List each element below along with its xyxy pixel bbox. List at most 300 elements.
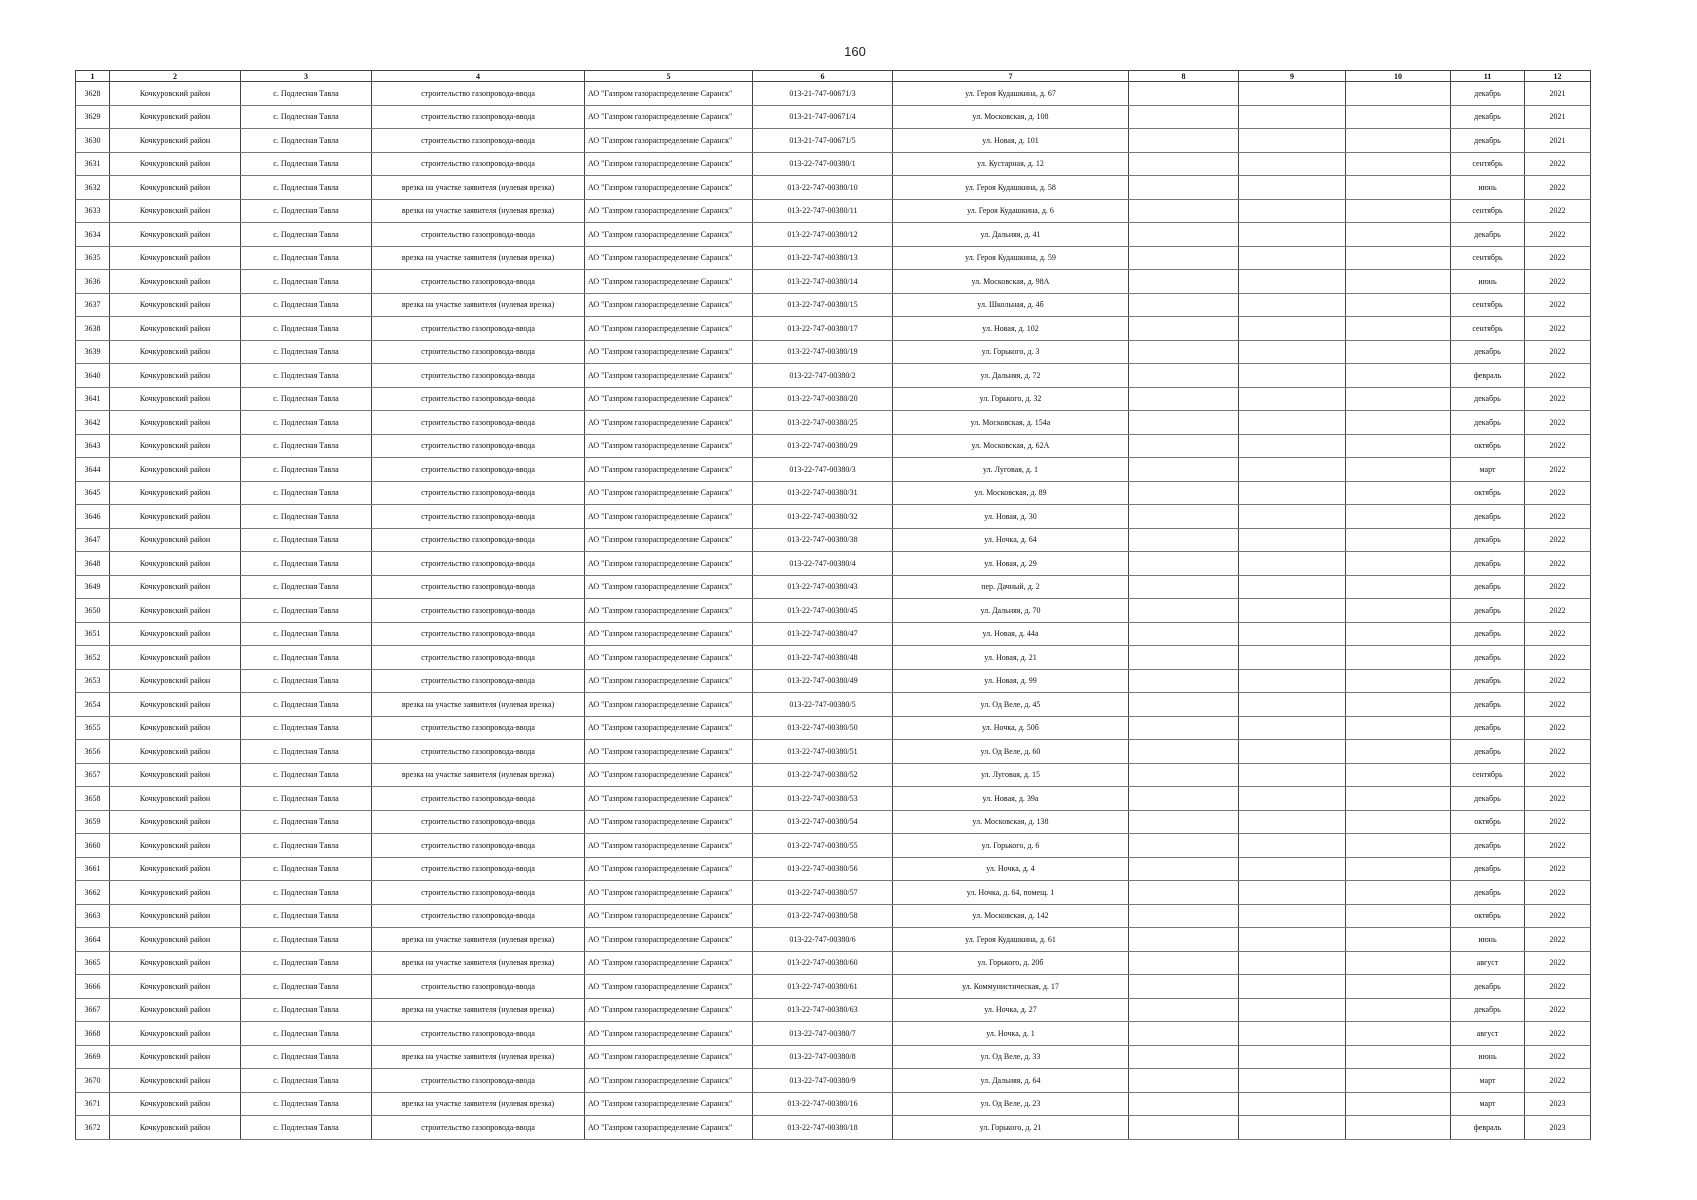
cell-organization: АО "Газпром газораспределение Саранск" bbox=[585, 1069, 753, 1093]
cell-month: март bbox=[1451, 1069, 1525, 1093]
column-header-5: 5 bbox=[585, 71, 753, 82]
cell-row-number: 3650 bbox=[76, 599, 110, 623]
cell-col-9 bbox=[1239, 881, 1346, 905]
cell-district: Кочкуровский район bbox=[110, 834, 241, 858]
cell-col-10 bbox=[1346, 552, 1451, 576]
cell-row-number: 3635 bbox=[76, 246, 110, 270]
cell-month: февраль bbox=[1451, 1116, 1525, 1140]
cell-col-8 bbox=[1129, 129, 1239, 153]
cell-organization: АО "Газпром газораспределение Саранск" bbox=[585, 834, 753, 858]
cell-district: Кочкуровский район bbox=[110, 975, 241, 999]
cell-col-10 bbox=[1346, 105, 1451, 129]
cell-row-number: 3656 bbox=[76, 740, 110, 764]
cell-contract-number: 013-22-747-00380/3 bbox=[753, 458, 893, 482]
cell-col-9 bbox=[1239, 270, 1346, 294]
cell-year: 2022 bbox=[1525, 1069, 1591, 1093]
cell-row-number: 3637 bbox=[76, 293, 110, 317]
cell-row-number: 3659 bbox=[76, 810, 110, 834]
cell-year: 2022 bbox=[1525, 669, 1591, 693]
cell-organization: АО "Газпром газораспределение Саранск" bbox=[585, 881, 753, 905]
table-row bbox=[76, 270, 1591, 294]
cell-month: декабрь bbox=[1451, 129, 1525, 153]
cell-contract-number: 013-22-747-00380/6 bbox=[753, 928, 893, 952]
cell-year: 2023 bbox=[1525, 1116, 1591, 1140]
cell-organization: АО "Газпром газораспределение Саранск" bbox=[585, 340, 753, 364]
cell-col-8 bbox=[1129, 152, 1239, 176]
cell-col-9 bbox=[1239, 528, 1346, 552]
cell-year: 2022 bbox=[1525, 552, 1591, 576]
cell-col-8 bbox=[1129, 857, 1239, 881]
cell-col-8 bbox=[1129, 434, 1239, 458]
cell-settlement: с. Подлесная Тавла bbox=[241, 693, 372, 717]
cell-work-type: строительство газопровода-ввода bbox=[372, 458, 585, 482]
cell-settlement: с. Подлесная Тавла bbox=[241, 293, 372, 317]
cell-col-8 bbox=[1129, 270, 1239, 294]
cell-settlement: с. Подлесная Тавла bbox=[241, 82, 372, 106]
cell-month: сентябрь bbox=[1451, 293, 1525, 317]
cell-work-type: строительство газопровода-ввода bbox=[372, 904, 585, 928]
table-row bbox=[76, 552, 1591, 576]
cell-year: 2022 bbox=[1525, 622, 1591, 646]
cell-col-9 bbox=[1239, 669, 1346, 693]
cell-col-10 bbox=[1346, 646, 1451, 670]
cell-col-8 bbox=[1129, 693, 1239, 717]
cell-col-10 bbox=[1346, 1022, 1451, 1046]
cell-row-number: 3662 bbox=[76, 881, 110, 905]
cell-col-9 bbox=[1239, 810, 1346, 834]
table-row bbox=[76, 505, 1591, 529]
cell-address: ул. Дальняя, д. 70 bbox=[893, 599, 1129, 623]
cell-row-number: 3638 bbox=[76, 317, 110, 341]
cell-contract-number: 013-22-747-00380/11 bbox=[753, 199, 893, 223]
cell-col-8 bbox=[1129, 740, 1239, 764]
cell-settlement: с. Подлесная Тавла bbox=[241, 152, 372, 176]
cell-col-9 bbox=[1239, 857, 1346, 881]
cell-row-number: 3640 bbox=[76, 364, 110, 388]
cell-contract-number: 013-22-747-00380/50 bbox=[753, 716, 893, 740]
cell-organization: АО "Газпром газораспределение Саранск" bbox=[585, 599, 753, 623]
cell-year: 2022 bbox=[1525, 246, 1591, 270]
cell-row-number: 3672 bbox=[76, 1116, 110, 1140]
cell-organization: АО "Газпром газораспределение Саранск" bbox=[585, 575, 753, 599]
cell-col-8 bbox=[1129, 881, 1239, 905]
cell-work-type: строительство газопровода-ввода bbox=[372, 857, 585, 881]
cell-col-8 bbox=[1129, 411, 1239, 435]
cell-work-type: строительство газопровода-ввода bbox=[372, 740, 585, 764]
cell-row-number: 3664 bbox=[76, 928, 110, 952]
table-row bbox=[76, 857, 1591, 881]
cell-row-number: 3655 bbox=[76, 716, 110, 740]
cell-settlement: с. Подлесная Тавла bbox=[241, 622, 372, 646]
cell-work-type: строительство газопровода-ввода bbox=[372, 105, 585, 129]
cell-address: ул. Од Веле, д. 33 bbox=[893, 1045, 1129, 1069]
cell-contract-number: 013-22-747-00380/54 bbox=[753, 810, 893, 834]
cell-month: август bbox=[1451, 951, 1525, 975]
cell-settlement: с. Подлесная Тавла bbox=[241, 857, 372, 881]
cell-settlement: с. Подлесная Тавла bbox=[241, 646, 372, 670]
cell-row-number: 3669 bbox=[76, 1045, 110, 1069]
column-number-row bbox=[76, 71, 1591, 82]
cell-address: ул. Новая, д. 39а bbox=[893, 787, 1129, 811]
cell-col-10 bbox=[1346, 693, 1451, 717]
cell-contract-number: 013-22-747-00380/16 bbox=[753, 1092, 893, 1116]
cell-col-8 bbox=[1129, 787, 1239, 811]
cell-year: 2022 bbox=[1525, 951, 1591, 975]
cell-col-10 bbox=[1346, 857, 1451, 881]
cell-year: 2023 bbox=[1525, 1092, 1591, 1116]
cell-settlement: с. Подлесная Тавла bbox=[241, 787, 372, 811]
table-row bbox=[76, 1069, 1591, 1093]
cell-address: ул. Новая, д. 29 bbox=[893, 552, 1129, 576]
cell-organization: АО "Газпром газораспределение Саранск" bbox=[585, 693, 753, 717]
cell-col-10 bbox=[1346, 575, 1451, 599]
cell-contract-number: 013-22-747-00380/1 bbox=[753, 152, 893, 176]
cell-address: ул. Горького, д. 21 bbox=[893, 1116, 1129, 1140]
cell-work-type: строительство газопровода-ввода bbox=[372, 1022, 585, 1046]
table-row bbox=[76, 646, 1591, 670]
table-row bbox=[76, 716, 1591, 740]
cell-year: 2022 bbox=[1525, 505, 1591, 529]
cell-year: 2021 bbox=[1525, 105, 1591, 129]
cell-col-9 bbox=[1239, 951, 1346, 975]
cell-settlement: с. Подлесная Тавла bbox=[241, 270, 372, 294]
table-row bbox=[76, 129, 1591, 153]
cell-col-10 bbox=[1346, 763, 1451, 787]
column-header-9: 9 bbox=[1239, 71, 1346, 82]
cell-work-type: врезка на участке заявителя (нулевая врезка) bbox=[372, 693, 585, 717]
cell-month: октябрь bbox=[1451, 481, 1525, 505]
cell-district: Кочкуровский район bbox=[110, 998, 241, 1022]
table-row bbox=[76, 105, 1591, 129]
table-row bbox=[76, 317, 1591, 341]
cell-district: Кочкуровский район bbox=[110, 740, 241, 764]
cell-address: ул. Кустарная, д. 12 bbox=[893, 152, 1129, 176]
cell-district: Кочкуровский район bbox=[110, 1092, 241, 1116]
cell-col-8 bbox=[1129, 599, 1239, 623]
cell-settlement: с. Подлесная Тавла bbox=[241, 434, 372, 458]
table-row bbox=[76, 834, 1591, 858]
cell-month: сентябрь bbox=[1451, 317, 1525, 341]
cell-col-10 bbox=[1346, 622, 1451, 646]
cell-contract-number: 013-22-747-00380/55 bbox=[753, 834, 893, 858]
cell-month: октябрь bbox=[1451, 434, 1525, 458]
cell-settlement: с. Подлесная Тавла bbox=[241, 1092, 372, 1116]
cell-work-type: врезка на участке заявителя (нулевая врезка) bbox=[372, 246, 585, 270]
cell-address: ул. Од Веле, д. 45 bbox=[893, 693, 1129, 717]
cell-month: декабрь bbox=[1451, 411, 1525, 435]
cell-col-10 bbox=[1346, 669, 1451, 693]
cell-work-type: строительство газопровода-ввода bbox=[372, 434, 585, 458]
cell-contract-number: 013-22-747-00380/18 bbox=[753, 1116, 893, 1140]
cell-organization: АО "Газпром газораспределение Саранск" bbox=[585, 528, 753, 552]
cell-work-type: врезка на участке заявителя (нулевая врезка) bbox=[372, 928, 585, 952]
column-header-8: 8 bbox=[1129, 71, 1239, 82]
cell-year: 2022 bbox=[1525, 458, 1591, 482]
cell-organization: АО "Газпром газораспределение Саранск" bbox=[585, 998, 753, 1022]
cell-district: Кочкуровский район bbox=[110, 951, 241, 975]
cell-col-8 bbox=[1129, 364, 1239, 388]
cell-district: Кочкуровский район bbox=[110, 270, 241, 294]
cell-district: Кочкуровский район bbox=[110, 481, 241, 505]
cell-contract-number: 013-22-747-00380/53 bbox=[753, 787, 893, 811]
cell-contract-number: 013-22-747-00380/32 bbox=[753, 505, 893, 529]
cell-organization: АО "Газпром газораспределение Саранск" bbox=[585, 246, 753, 270]
table-row bbox=[76, 82, 1591, 106]
cell-work-type: строительство газопровода-ввода bbox=[372, 881, 585, 905]
table-header bbox=[76, 71, 1591, 82]
cell-contract-number: 013-21-747-00671/3 bbox=[753, 82, 893, 106]
cell-month: июнь bbox=[1451, 270, 1525, 294]
cell-col-9 bbox=[1239, 293, 1346, 317]
cell-month: декабрь bbox=[1451, 105, 1525, 129]
cell-work-type: строительство газопровода-ввода bbox=[372, 787, 585, 811]
cell-work-type: строительство газопровода-ввода bbox=[372, 317, 585, 341]
cell-settlement: с. Подлесная Тавла bbox=[241, 528, 372, 552]
cell-settlement: с. Подлесная Тавла bbox=[241, 881, 372, 905]
cell-settlement: с. Подлесная Тавла bbox=[241, 105, 372, 129]
cell-organization: АО "Газпром газораспределение Саранск" bbox=[585, 317, 753, 341]
cell-contract-number: 013-22-747-00380/56 bbox=[753, 857, 893, 881]
table-row bbox=[76, 622, 1591, 646]
cell-col-8 bbox=[1129, 763, 1239, 787]
table-row bbox=[76, 575, 1591, 599]
register-table bbox=[75, 70, 1591, 1140]
cell-month: сентябрь bbox=[1451, 763, 1525, 787]
table-row bbox=[76, 1045, 1591, 1069]
table-row bbox=[76, 458, 1591, 482]
cell-col-10 bbox=[1346, 387, 1451, 411]
cell-month: декабрь bbox=[1451, 622, 1525, 646]
cell-col-10 bbox=[1346, 881, 1451, 905]
cell-col-10 bbox=[1346, 599, 1451, 623]
cell-col-9 bbox=[1239, 552, 1346, 576]
cell-district: Кочкуровский район bbox=[110, 1116, 241, 1140]
cell-district: Кочкуровский район bbox=[110, 505, 241, 529]
cell-col-9 bbox=[1239, 176, 1346, 200]
cell-col-9 bbox=[1239, 599, 1346, 623]
cell-address: ул. Од Веле, д. 23 bbox=[893, 1092, 1129, 1116]
cell-month: декабрь bbox=[1451, 575, 1525, 599]
cell-organization: АО "Газпром газораспределение Саранск" bbox=[585, 1092, 753, 1116]
cell-address: ул. Ночка, д. 64 bbox=[893, 528, 1129, 552]
cell-address: пер. Дачный, д. 2 bbox=[893, 575, 1129, 599]
cell-work-type: врезка на участке заявителя (нулевая врезка) bbox=[372, 293, 585, 317]
cell-work-type: строительство газопровода-ввода bbox=[372, 82, 585, 106]
cell-col-9 bbox=[1239, 152, 1346, 176]
cell-organization: АО "Газпром газораспределение Саранск" bbox=[585, 364, 753, 388]
cell-col-8 bbox=[1129, 176, 1239, 200]
cell-work-type: строительство газопровода-ввода bbox=[372, 716, 585, 740]
cell-col-9 bbox=[1239, 340, 1346, 364]
cell-organization: АО "Газпром газораспределение Саранск" bbox=[585, 622, 753, 646]
cell-year: 2022 bbox=[1525, 881, 1591, 905]
cell-organization: АО "Газпром газораспределение Саранск" bbox=[585, 458, 753, 482]
cell-month: декабрь bbox=[1451, 693, 1525, 717]
table-row bbox=[76, 998, 1591, 1022]
cell-work-type: врезка на участке заявителя (нулевая врезка) bbox=[372, 1045, 585, 1069]
cell-work-type: строительство газопровода-ввода bbox=[372, 575, 585, 599]
cell-work-type: врезка на участке заявителя (нулевая врезка) bbox=[372, 763, 585, 787]
cell-col-8 bbox=[1129, 834, 1239, 858]
table-row bbox=[76, 434, 1591, 458]
cell-month: декабрь bbox=[1451, 599, 1525, 623]
cell-month: декабрь bbox=[1451, 552, 1525, 576]
table-row bbox=[76, 881, 1591, 905]
cell-organization: АО "Газпром газораспределение Саранск" bbox=[585, 270, 753, 294]
cell-settlement: с. Подлесная Тавла bbox=[241, 740, 372, 764]
cell-col-9 bbox=[1239, 1092, 1346, 1116]
cell-month: декабрь bbox=[1451, 716, 1525, 740]
cell-col-9 bbox=[1239, 998, 1346, 1022]
cell-col-9 bbox=[1239, 693, 1346, 717]
cell-address: ул. Героя Кудашкина, д. 58 bbox=[893, 176, 1129, 200]
cell-year: 2022 bbox=[1525, 364, 1591, 388]
cell-work-type: строительство газопровода-ввода bbox=[372, 411, 585, 435]
cell-contract-number: 013-22-747-00380/48 bbox=[753, 646, 893, 670]
cell-col-8 bbox=[1129, 528, 1239, 552]
column-header-11: 11 bbox=[1451, 71, 1525, 82]
cell-work-type: врезка на участке заявителя (нулевая врезка) bbox=[372, 176, 585, 200]
cell-col-8 bbox=[1129, 223, 1239, 247]
cell-row-number: 3644 bbox=[76, 458, 110, 482]
cell-address: ул. Од Веле, д. 60 bbox=[893, 740, 1129, 764]
cell-month: июнь bbox=[1451, 1045, 1525, 1069]
table-row bbox=[76, 1116, 1591, 1140]
cell-address: ул. Горького, д. 32 bbox=[893, 387, 1129, 411]
cell-year: 2021 bbox=[1525, 129, 1591, 153]
cell-row-number: 3647 bbox=[76, 528, 110, 552]
cell-settlement: с. Подлесная Тавла bbox=[241, 763, 372, 787]
cell-year: 2022 bbox=[1525, 528, 1591, 552]
table-row bbox=[76, 223, 1591, 247]
cell-settlement: с. Подлесная Тавла bbox=[241, 810, 372, 834]
cell-col-8 bbox=[1129, 998, 1239, 1022]
cell-settlement: с. Подлесная Тавла bbox=[241, 834, 372, 858]
table-row bbox=[76, 387, 1591, 411]
cell-district: Кочкуровский район bbox=[110, 364, 241, 388]
cell-settlement: с. Подлесная Тавла bbox=[241, 129, 372, 153]
cell-year: 2022 bbox=[1525, 740, 1591, 764]
cell-settlement: с. Подлесная Тавла bbox=[241, 340, 372, 364]
cell-address: ул. Ночка, д. 27 bbox=[893, 998, 1129, 1022]
cell-organization: АО "Газпром газораспределение Саранск" bbox=[585, 223, 753, 247]
cell-district: Кочкуровский район bbox=[110, 881, 241, 905]
cell-col-8 bbox=[1129, 810, 1239, 834]
table-row bbox=[76, 1022, 1591, 1046]
cell-address: ул. Московская, д. 62А bbox=[893, 434, 1129, 458]
cell-contract-number: 013-22-747-00380/43 bbox=[753, 575, 893, 599]
table-row bbox=[76, 951, 1591, 975]
cell-month: октябрь bbox=[1451, 904, 1525, 928]
table-row bbox=[76, 975, 1591, 999]
cell-col-9 bbox=[1239, 82, 1346, 106]
cell-year: 2022 bbox=[1525, 787, 1591, 811]
table-row bbox=[76, 528, 1591, 552]
cell-month: декабрь bbox=[1451, 646, 1525, 670]
cell-col-8 bbox=[1129, 646, 1239, 670]
table-row bbox=[76, 481, 1591, 505]
cell-organization: АО "Газпром газораспределение Саранск" bbox=[585, 857, 753, 881]
cell-col-9 bbox=[1239, 740, 1346, 764]
cell-col-10 bbox=[1346, 904, 1451, 928]
cell-year: 2022 bbox=[1525, 693, 1591, 717]
cell-col-8 bbox=[1129, 975, 1239, 999]
cell-col-10 bbox=[1346, 740, 1451, 764]
cell-col-9 bbox=[1239, 411, 1346, 435]
cell-contract-number: 013-22-747-00380/47 bbox=[753, 622, 893, 646]
cell-col-10 bbox=[1346, 223, 1451, 247]
cell-month: декабрь bbox=[1451, 669, 1525, 693]
cell-settlement: с. Подлесная Тавла bbox=[241, 552, 372, 576]
cell-district: Кочкуровский район bbox=[110, 152, 241, 176]
cell-month: июнь bbox=[1451, 928, 1525, 952]
cell-col-8 bbox=[1129, 317, 1239, 341]
column-header-3: 3 bbox=[241, 71, 372, 82]
cell-col-10 bbox=[1346, 411, 1451, 435]
cell-district: Кочкуровский район bbox=[110, 575, 241, 599]
cell-row-number: 3628 bbox=[76, 82, 110, 106]
table-row bbox=[76, 246, 1591, 270]
cell-organization: АО "Газпром газораспределение Саранск" bbox=[585, 646, 753, 670]
cell-col-8 bbox=[1129, 1022, 1239, 1046]
cell-col-8 bbox=[1129, 622, 1239, 646]
cell-contract-number: 013-22-747-00380/49 bbox=[753, 669, 893, 693]
cell-year: 2022 bbox=[1525, 763, 1591, 787]
cell-col-8 bbox=[1129, 1092, 1239, 1116]
cell-row-number: 3667 bbox=[76, 998, 110, 1022]
cell-year: 2022 bbox=[1525, 270, 1591, 294]
cell-year: 2022 bbox=[1525, 387, 1591, 411]
cell-contract-number: 013-22-747-00380/38 bbox=[753, 528, 893, 552]
cell-settlement: с. Подлесная Тавла bbox=[241, 975, 372, 999]
cell-settlement: с. Подлесная Тавла bbox=[241, 411, 372, 435]
cell-col-10 bbox=[1346, 270, 1451, 294]
cell-settlement: с. Подлесная Тавла bbox=[241, 1116, 372, 1140]
cell-contract-number: 013-22-747-00380/51 bbox=[753, 740, 893, 764]
cell-col-10 bbox=[1346, 1069, 1451, 1093]
cell-address: ул. Героя Кудашкина, д. 59 bbox=[893, 246, 1129, 270]
cell-year: 2022 bbox=[1525, 998, 1591, 1022]
cell-col-8 bbox=[1129, 481, 1239, 505]
cell-district: Кочкуровский район bbox=[110, 293, 241, 317]
cell-contract-number: 013-22-747-00380/20 bbox=[753, 387, 893, 411]
cell-district: Кочкуровский район bbox=[110, 411, 241, 435]
cell-col-9 bbox=[1239, 646, 1346, 670]
cell-month: октябрь bbox=[1451, 810, 1525, 834]
cell-col-8 bbox=[1129, 951, 1239, 975]
cell-address: ул. Новая, д. 30 bbox=[893, 505, 1129, 529]
cell-col-9 bbox=[1239, 1116, 1346, 1140]
cell-col-8 bbox=[1129, 246, 1239, 270]
cell-col-9 bbox=[1239, 834, 1346, 858]
cell-work-type: строительство газопровода-ввода bbox=[372, 481, 585, 505]
cell-work-type: врезка на участке заявителя (нулевая врезка) bbox=[372, 998, 585, 1022]
cell-month: сентябрь bbox=[1451, 152, 1525, 176]
cell-address: ул. Новая, д. 21 bbox=[893, 646, 1129, 670]
cell-row-number: 3661 bbox=[76, 857, 110, 881]
cell-work-type: строительство газопровода-ввода bbox=[372, 622, 585, 646]
cell-year: 2022 bbox=[1525, 317, 1591, 341]
cell-address: ул. Школьная, д. 4б bbox=[893, 293, 1129, 317]
table-row bbox=[76, 1092, 1591, 1116]
cell-district: Кочкуровский район bbox=[110, 458, 241, 482]
cell-address: ул. Горького, д. 20б bbox=[893, 951, 1129, 975]
cell-organization: АО "Газпром газораспределение Саранск" bbox=[585, 904, 753, 928]
cell-contract-number: 013-22-747-00380/58 bbox=[753, 904, 893, 928]
cell-settlement: с. Подлесная Тавла bbox=[241, 575, 372, 599]
cell-address: ул. Дальняя, д. 41 bbox=[893, 223, 1129, 247]
cell-district: Кочкуровский район bbox=[110, 199, 241, 223]
